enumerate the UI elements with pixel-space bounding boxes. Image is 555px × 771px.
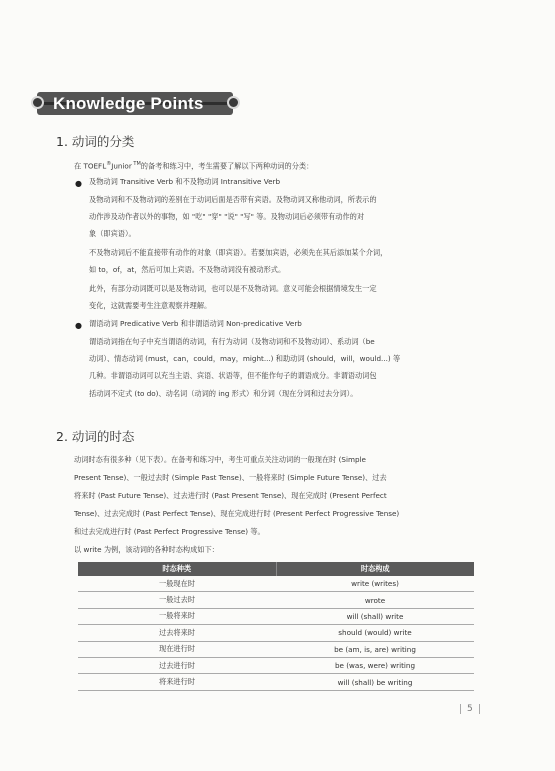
section1-intro <box>74 156 479 175</box>
table-cell: be (am, is, are) writing <box>276 641 474 657</box>
bullet1-line: 如 to，of，at，然后可加上宾语。不及物动词没有被动形式。 <box>89 265 286 274</box>
tense-table <box>78 562 474 691</box>
table-cell: wrote <box>276 592 474 608</box>
banner-left-dot-icon <box>31 96 44 109</box>
table-row <box>78 657 474 673</box>
intro-text-1: 在 TOEFL <box>74 161 107 171</box>
table-cell: 将来进行时 <box>78 674 276 690</box>
table-header-cell: 时态构成 <box>276 562 474 576</box>
section2-line: Present Tense)、一般过去时 (Simple Past Tense)、一般将来时 (Simple Future Tense)、过去 <box>74 473 387 482</box>
bullet2-line: 括动词不定式 (to do)、动名词（动词的 ing 形式）和分词（现在分词和过去分词）。 <box>89 389 358 398</box>
table-header-cell: 时态种类 <box>78 562 276 576</box>
section2-line: 和过去完成进行时 (Past Perfect Progressive Tense) 等。 <box>74 527 265 536</box>
table-cell: 现在进行时 <box>78 641 276 657</box>
trademark-mark: TM <box>131 161 141 167</box>
section2-line: 动词时态有很多种（见下表）。在备考和练习中，考生可重点关注动词的一般现在时 (Simple <box>74 455 366 464</box>
bullet1-title: 及物动词 Transitive Verb 和不及物动词 Intransitive Verb <box>89 177 281 186</box>
table-header-row <box>78 562 474 576</box>
banner-right-dot-icon <box>227 96 240 109</box>
table-row <box>78 608 474 624</box>
table-row <box>78 576 474 592</box>
page-number-footer <box>454 703 486 715</box>
bullet1-line: 此外，有部分动词既可以是及物动词，也可以是不及物动词。意义可能会根据情境发生一定 <box>89 284 377 293</box>
table-row <box>78 625 474 641</box>
table-cell: 过去进行时 <box>78 657 276 673</box>
page-number: 5 <box>467 704 473 714</box>
table-row <box>78 592 474 608</box>
registered-mark: ® <box>106 161 112 167</box>
bullet1-line: 动作涉及动作者以外的事物，如 "吃" "穿" "说" "写" 等。及物动词后必须带有动作的对 <box>89 212 365 221</box>
section2-heading: 2. 动词的时态 <box>56 429 135 444</box>
bullet1-line: 变化，这就需要考生注意观察并理解。 <box>89 301 212 310</box>
bullet1-line: 及物动词和不及物动词的差别在于动词后面是否带有宾语。及物动词又称他动词，所表示的 <box>89 195 377 204</box>
bullet-icon: ● <box>75 179 82 188</box>
table-cell: 一般过去时 <box>78 592 276 608</box>
divider <box>479 704 480 714</box>
intro-text-3: 的备考和练习中，考生需要了解以下两种动词的分类： <box>140 161 314 171</box>
table-cell: 一般将来时 <box>78 608 276 624</box>
section2-line: Tense)、过去完成时 (Past Perfect Tense)、现在完成进行时 (Present Perfect Progressive Tense) <box>74 509 400 518</box>
table-cell: will (shall) write <box>276 608 474 624</box>
bullet1-line: 不及物动词后不能直接带有动作的对象（即宾语）。若要加宾语，必须先在其后添加某个介词， <box>89 248 388 257</box>
table-row <box>78 674 474 690</box>
bullet2-line: 谓语动词指在句子中充当谓语的动词，有行为动词（及物动词和不及物动词）、系动词（be <box>89 337 375 346</box>
table-row <box>78 641 474 657</box>
table-cell: write (writes) <box>276 576 474 592</box>
bullet1-line: 象（即宾语）。 <box>89 229 136 238</box>
bullet2-title: 谓语动词 Predicative Verb 和非谓语动词 Non-predicative Verb <box>89 319 302 328</box>
section2-line: 将来时 (Past Future Tense)、过去进行时 (Past Present Tense)、现在完成时 (Present Perfect <box>74 491 387 500</box>
table-cell: will (shall) be writing <box>276 674 474 690</box>
bullet-icon: ● <box>75 321 82 330</box>
table-cell: 过去将来时 <box>78 625 276 641</box>
table-cell: 一般现在时 <box>78 576 276 592</box>
banner-title: Knowledge Points <box>53 94 204 113</box>
section1-heading: 1. 动词的分类 <box>56 134 135 149</box>
table-cell: be (was, were) writing <box>276 657 474 673</box>
table-cell: should (would) write <box>276 625 474 641</box>
intro-text-2: Junior <box>111 161 132 171</box>
bullet2-line: 几种。非谓语动词可以充当主语、宾语、状语等，但不能作句子的谓语成分。非谓语动词包 <box>89 371 377 380</box>
divider <box>460 704 461 714</box>
bullet2-line: 动词）、情态动词 (must，can，could，may，might...) 和助动词 (should，will，would...) 等 <box>89 354 401 363</box>
section2-line: 以 write 为例，该动词的各种时态构成如下： <box>74 545 219 554</box>
